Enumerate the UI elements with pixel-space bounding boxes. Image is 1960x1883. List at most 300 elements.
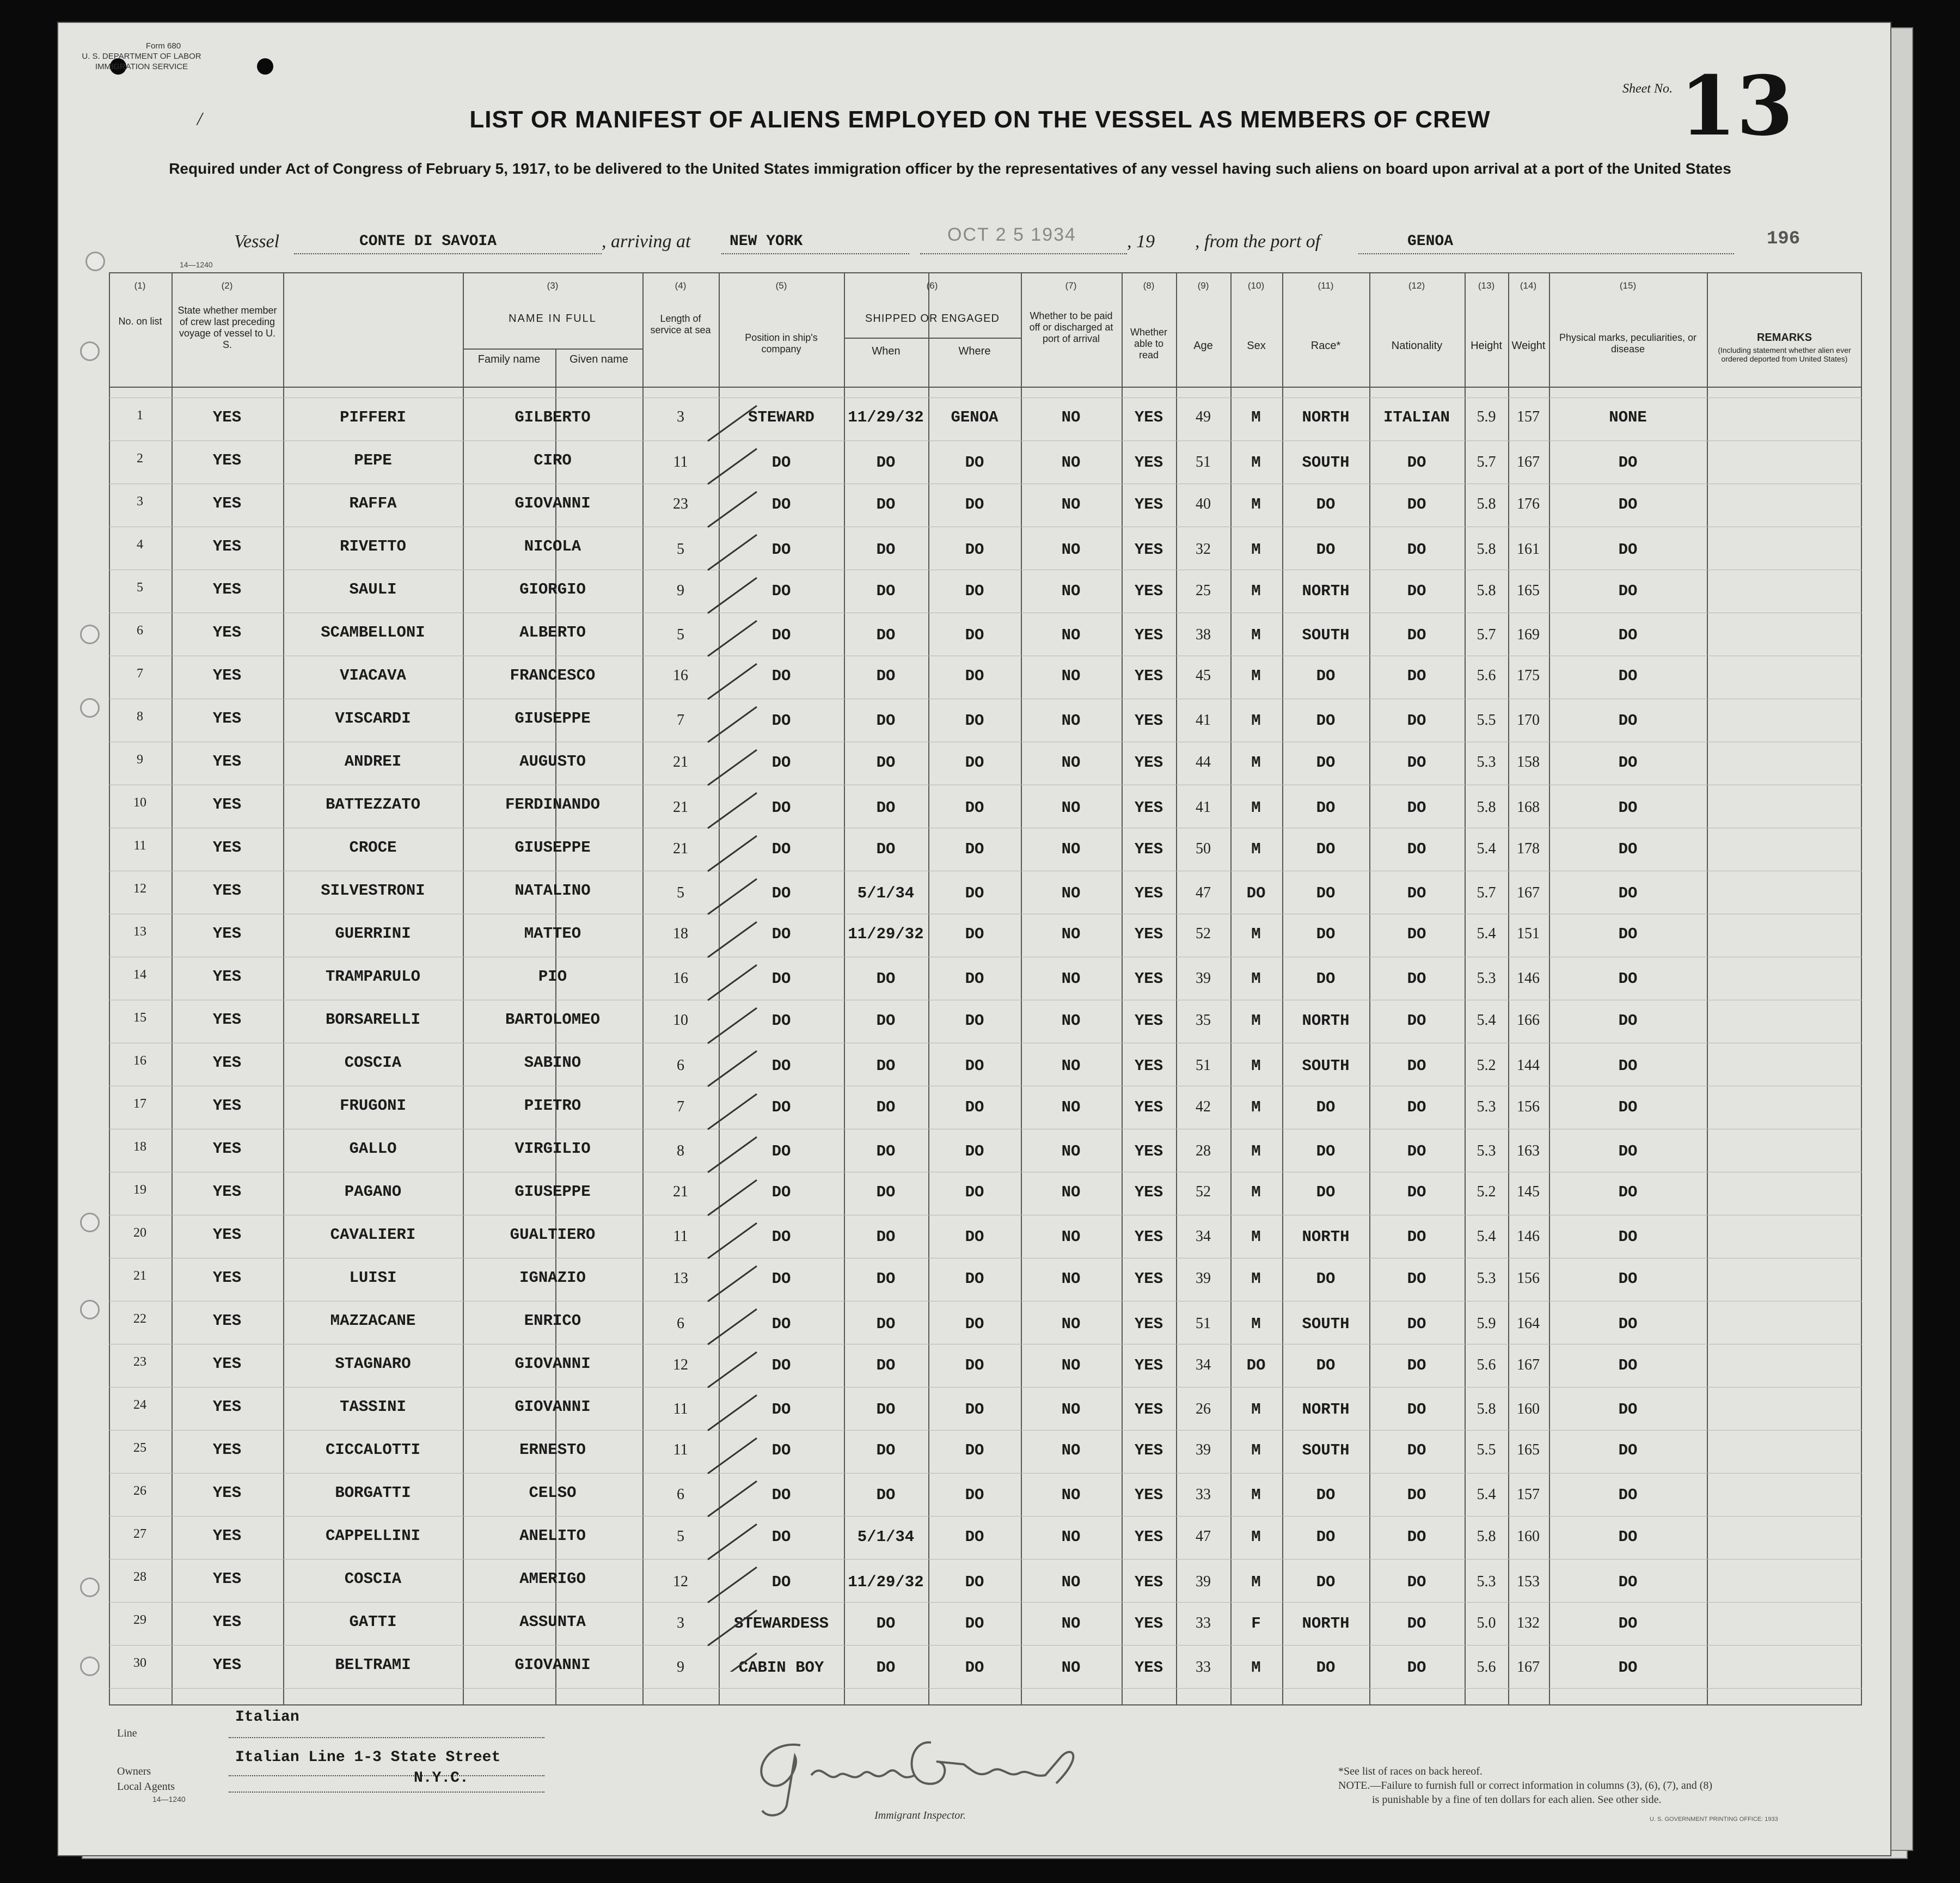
- binder-ring: [80, 1300, 100, 1319]
- from-port: GENOA: [1407, 233, 1454, 250]
- cell-nationality: DO: [1407, 1659, 1426, 1677]
- column-divider: [283, 272, 284, 1704]
- cell-where: DO: [965, 712, 984, 730]
- cell-nationality: DO: [1407, 1356, 1426, 1374]
- cell-nationality: DO: [1407, 1528, 1426, 1546]
- cell-family: ANDREI: [344, 753, 402, 771]
- cell-marks: DO: [1618, 712, 1638, 730]
- cell-weight: 165: [1517, 1441, 1540, 1458]
- cell-when: DO: [876, 712, 896, 730]
- manifest-subtitle: Required under Act of Congress of February 5, 1917, to be delivered to the United States immigration officer by the representatives of any vessel having such aliens on board upon arrival at a port of the United States: [169, 160, 1731, 177]
- cell-read: YES: [1134, 1142, 1163, 1160]
- cell-nationality: DO: [1407, 1486, 1426, 1504]
- cell-position: DO: [771, 1057, 791, 1075]
- cell-no: 17: [133, 1097, 146, 1111]
- cell-family: LUISI: [349, 1269, 397, 1287]
- header-shipped: SHIPPED OR ENGAGED: [865, 313, 1000, 325]
- cell-read: YES: [1134, 712, 1163, 730]
- cell-no: 28: [133, 1570, 146, 1584]
- owners-underline: [229, 1775, 544, 1776]
- cell-position: DO: [771, 1573, 791, 1591]
- cell-given: GIOVANNI: [514, 494, 591, 512]
- cell-family: GALLO: [349, 1140, 397, 1158]
- cell-race: NORTH: [1302, 408, 1350, 426]
- cell-family: RIVETTO: [340, 537, 406, 555]
- cell-age: 33: [1196, 1659, 1211, 1676]
- header-remarks-note: (Including statement whether alien ever ordered deported from United States): [1718, 346, 1851, 363]
- cell-read: YES: [1134, 1098, 1163, 1116]
- cell-race: DO: [1316, 1356, 1336, 1374]
- tally-mark: [708, 836, 757, 871]
- cell-service: 21: [673, 840, 688, 857]
- cell-given: ASSUNTA: [519, 1613, 586, 1631]
- header-where: Where: [958, 345, 991, 357]
- cell-where: DO: [965, 496, 984, 513]
- cell-service: 6: [677, 1057, 684, 1074]
- cell-no: 2: [137, 451, 143, 466]
- cell-family: BORSARELLI: [325, 1011, 421, 1029]
- column-divider: [1282, 272, 1283, 1704]
- reference-number: 196: [1767, 229, 1800, 249]
- cell-weight: 157: [1517, 408, 1540, 425]
- tally-mark: [708, 965, 757, 1000]
- cell-no: 1: [137, 408, 143, 423]
- cell-given: PIO: [538, 968, 567, 986]
- tally-mark: [708, 1524, 757, 1560]
- header-position: Position in ship's company: [745, 332, 818, 354]
- cell-age: 49: [1196, 408, 1211, 425]
- cell-given: FRANCESCO: [510, 667, 596, 684]
- inspector-label: Immigrant Inspector.: [874, 1809, 966, 1821]
- cell-prev: YES: [212, 580, 242, 598]
- cell-weight: 156: [1517, 1270, 1540, 1287]
- tally-mark: [708, 793, 757, 828]
- cell-position: DO: [771, 1486, 791, 1504]
- cell-race: NORTH: [1302, 1401, 1350, 1419]
- cell-sex: M: [1251, 1401, 1261, 1419]
- cell-given: NICOLA: [524, 537, 581, 555]
- cell-prev: YES: [212, 925, 242, 943]
- cell-sex: M: [1251, 970, 1261, 988]
- cell-age: 40: [1196, 496, 1211, 512]
- cell-read: YES: [1134, 1183, 1163, 1201]
- cell-position: DO: [771, 626, 791, 644]
- cell-where: DO: [965, 454, 984, 472]
- cell-height: 5.8: [1477, 496, 1496, 512]
- cell-nationality: DO: [1407, 1228, 1426, 1246]
- cell-no: 4: [137, 537, 143, 552]
- column-divider: [928, 338, 929, 1704]
- cell-when: DO: [876, 1486, 896, 1504]
- sheet-number: 13: [1680, 58, 1793, 154]
- cell-where: DO: [965, 626, 984, 644]
- cell-marks: DO: [1618, 925, 1638, 943]
- printer-imprint: U. S. GOVERNMENT PRINTING OFFICE: 1933: [1650, 1816, 1778, 1823]
- cell-height: 5.5: [1477, 1441, 1496, 1458]
- cell-family: MAZZACANE: [330, 1312, 416, 1330]
- cell-read: YES: [1134, 840, 1163, 858]
- column-number: (5): [775, 280, 787, 291]
- cell-service: 16: [673, 970, 688, 987]
- cell-age: 33: [1196, 1615, 1211, 1631]
- column-divider: [1707, 272, 1708, 1704]
- cell-nationality: DO: [1407, 626, 1426, 644]
- cell-weight: 168: [1517, 799, 1540, 816]
- cell-given: GIOVANNI: [514, 1398, 591, 1416]
- cell-race: SOUTH: [1302, 1315, 1350, 1333]
- cell-height: 5.7: [1477, 454, 1496, 470]
- cell-where: GENOA: [951, 408, 999, 426]
- cell-given: IGNAZIO: [519, 1269, 586, 1287]
- cell-given: BARTOLOMEO: [505, 1011, 601, 1029]
- cell-marks: NONE: [1609, 408, 1647, 426]
- row-rule: [109, 1688, 1862, 1689]
- cell-marks: DO: [1618, 1615, 1638, 1633]
- cell-where: DO: [965, 1659, 984, 1677]
- cell-when: DO: [876, 754, 896, 772]
- cell-family: PAGANO: [344, 1183, 402, 1201]
- cell-prev: YES: [212, 796, 242, 814]
- cell-height: 5.7: [1477, 884, 1496, 901]
- cell-prev: YES: [212, 1054, 242, 1072]
- owners-label: Owners: [117, 1765, 151, 1777]
- cell-height: 5.6: [1477, 1356, 1496, 1373]
- cell-age: 52: [1196, 925, 1211, 942]
- cell-prev: YES: [212, 1570, 242, 1588]
- header-given-name: Given name: [569, 353, 628, 365]
- cell-when: DO: [876, 626, 896, 644]
- cell-marks: DO: [1618, 1098, 1638, 1116]
- cell-height: 5.6: [1477, 667, 1496, 684]
- cell-service: 7: [677, 1098, 684, 1115]
- cell-prev: YES: [212, 1613, 242, 1631]
- cell-service: 11: [673, 1441, 688, 1458]
- cell-weight: 144: [1517, 1057, 1540, 1074]
- cell-family: COSCIA: [344, 1054, 402, 1072]
- cell-prev: YES: [212, 1355, 242, 1373]
- column-number: (9): [1197, 280, 1209, 291]
- cell-height: 5.5: [1477, 712, 1496, 729]
- cell-sex: M: [1251, 1315, 1261, 1333]
- cell-sex: DO: [1246, 1356, 1266, 1374]
- cell-no: 3: [137, 494, 143, 509]
- header-name-in-full: NAME IN FULL: [509, 313, 597, 325]
- cell-age: 28: [1196, 1142, 1211, 1159]
- column-number: (6): [926, 280, 938, 291]
- cell-given: SABINO: [524, 1054, 581, 1072]
- cell-where: DO: [965, 970, 984, 988]
- cell-weight: 146: [1517, 970, 1540, 987]
- cell-sex: M: [1251, 1183, 1261, 1201]
- column-divider: [1122, 272, 1123, 1704]
- date-underline: [920, 253, 1127, 254]
- column-number: (1): [134, 280, 146, 291]
- cell-height: 5.3: [1477, 1098, 1496, 1115]
- cell-family: CICCALOTTI: [325, 1441, 421, 1459]
- cell-when: 5/1/34: [857, 1528, 915, 1546]
- cell-when: DO: [876, 1098, 896, 1116]
- cell-weight: 170: [1517, 712, 1540, 729]
- cell-sex: M: [1251, 1659, 1261, 1677]
- cell-height: 5.8: [1477, 541, 1496, 558]
- cell-no: 16: [133, 1054, 146, 1068]
- header-able-read: Whether able to read: [1130, 327, 1168, 360]
- cell-where: DO: [965, 799, 984, 817]
- cell-age: 45: [1196, 667, 1211, 684]
- cell-no: 12: [133, 882, 146, 896]
- cell-paid: NO: [1061, 1315, 1081, 1333]
- penalty-note-1: NOTE.—Failure to furnish full or correct information in columns (3), (6), (7), and (8): [1338, 1780, 1713, 1792]
- tally-mark: [708, 1395, 757, 1430]
- cell-when: DO: [876, 1057, 896, 1075]
- cell-prev: YES: [212, 667, 242, 684]
- cell-when: DO: [876, 1142, 896, 1160]
- cell-given: AMERIGO: [519, 1570, 586, 1588]
- cell-where: DO: [965, 754, 984, 772]
- cell-prev: YES: [212, 1312, 242, 1330]
- cell-weight: 167: [1517, 1356, 1540, 1373]
- cell-sex: M: [1251, 1528, 1261, 1546]
- cell-no: 7: [137, 667, 143, 681]
- tally-mark: [708, 1266, 757, 1301]
- subheader-divider: [844, 338, 1021, 339]
- arriving-port: NEW YORK: [730, 233, 803, 250]
- cell-nationality: DO: [1407, 667, 1426, 685]
- cell-prev: YES: [212, 839, 242, 857]
- cell-sex: M: [1251, 799, 1261, 817]
- cell-given: CIRO: [534, 451, 572, 469]
- tally-mark: [708, 1137, 757, 1172]
- cell-nationality: DO: [1407, 496, 1426, 513]
- binder-ring: [80, 698, 100, 718]
- cell-position: DO: [771, 541, 791, 559]
- cell-where: DO: [965, 1315, 984, 1333]
- cell-paid: NO: [1061, 667, 1081, 685]
- cell-family: SCAMBELLONI: [321, 623, 425, 641]
- cell-when: DO: [876, 1356, 896, 1374]
- cell-marks: DO: [1618, 1142, 1638, 1160]
- arriving-underline: [721, 253, 909, 254]
- column-number: (12): [1408, 280, 1425, 291]
- arriving-label: , arriving at: [602, 231, 691, 252]
- crew-table: [109, 272, 1862, 1704]
- cell-when: DO: [876, 970, 896, 988]
- cell-when: DO: [876, 1659, 896, 1677]
- cell-marks: DO: [1618, 1270, 1638, 1288]
- cell-when: DO: [876, 1012, 896, 1030]
- cell-marks: DO: [1618, 799, 1638, 817]
- year-label: , 19: [1127, 231, 1155, 252]
- row-rule: [109, 1473, 1862, 1474]
- cell-age: 42: [1196, 1098, 1211, 1115]
- cell-sex: M: [1251, 1012, 1261, 1030]
- tally-mark: [708, 535, 757, 570]
- cell-where: DO: [965, 1270, 984, 1288]
- column-divider: [1176, 272, 1177, 1704]
- cell-service: 5: [677, 884, 684, 901]
- cell-nationality: DO: [1407, 1142, 1426, 1160]
- punch-hole: [257, 58, 273, 75]
- subheader-divider: [463, 349, 642, 350]
- cell-family: RAFFA: [349, 494, 397, 512]
- cell-given: GUALTIERO: [510, 1226, 596, 1244]
- cell-age: 39: [1196, 970, 1211, 987]
- cell-age: 50: [1196, 840, 1211, 857]
- cell-height: 5.8: [1477, 1401, 1496, 1417]
- cell-no: 19: [133, 1183, 146, 1197]
- cell-given: GIUSEPPE: [514, 710, 591, 727]
- line-label: Line: [117, 1727, 137, 1739]
- cell-family: VISCARDI: [335, 710, 411, 727]
- tally-mark: [708, 879, 757, 914]
- cell-when: DO: [876, 1270, 896, 1288]
- cell-age: 51: [1196, 1057, 1211, 1074]
- binder-ring: [80, 1656, 100, 1676]
- cell-age: 39: [1196, 1270, 1211, 1287]
- cell-height: 5.3: [1477, 754, 1496, 771]
- cell-marks: DO: [1618, 840, 1638, 858]
- cell-service: 5: [677, 1528, 684, 1545]
- cell-prev: YES: [212, 710, 242, 727]
- cell-service: 9: [677, 1659, 684, 1676]
- cell-sex: M: [1251, 1098, 1261, 1116]
- cell-no: 18: [133, 1140, 146, 1154]
- cell-marks: DO: [1618, 1573, 1638, 1591]
- column-number: (8): [1143, 280, 1155, 291]
- cell-prev: YES: [212, 1656, 242, 1674]
- cell-no: 15: [133, 1011, 146, 1025]
- cell-service: 11: [673, 454, 688, 470]
- column-number: (15): [1619, 280, 1637, 291]
- vessel-label: Vessel: [234, 231, 280, 252]
- cell-given: ERNESTO: [519, 1441, 586, 1459]
- cell-race: DO: [1316, 1098, 1336, 1116]
- header-sex: Sex: [1247, 340, 1266, 352]
- cell-family: FRUGONI: [340, 1097, 406, 1115]
- cell-when: DO: [876, 454, 896, 472]
- cell-read: YES: [1134, 925, 1163, 943]
- cell-given: CELSO: [529, 1484, 577, 1502]
- cell-marks: DO: [1618, 884, 1638, 902]
- tally-mark: [708, 1309, 757, 1344]
- header-remarks: REMARKS: [1756, 332, 1812, 344]
- cell-sex: DO: [1246, 884, 1266, 902]
- cell-sex: M: [1251, 1270, 1261, 1288]
- cell-position: DO: [771, 1441, 791, 1459]
- sheet-label: Sheet No.: [1622, 82, 1673, 96]
- tally-mark: [708, 1610, 757, 1646]
- cell-sex: M: [1251, 712, 1261, 730]
- cell-height: 5.7: [1477, 626, 1496, 643]
- cell-prev: YES: [212, 451, 242, 469]
- cell-age: 32: [1196, 541, 1211, 558]
- column-divider: [463, 272, 464, 1704]
- cell-sex: M: [1251, 454, 1261, 472]
- cell-when: DO: [876, 1315, 896, 1333]
- cell-height: 5.2: [1477, 1057, 1496, 1074]
- from-port-underline: [1358, 253, 1734, 254]
- tally-marks: [697, 365, 806, 1672]
- header-divider: [109, 387, 1862, 388]
- cell-race: NORTH: [1302, 1228, 1350, 1246]
- cell-weight: 164: [1517, 1315, 1540, 1332]
- cell-service: 10: [673, 1012, 688, 1029]
- header-paid-off: Whether to be paid off or discharged at port of arrival: [1029, 310, 1113, 344]
- cell-paid: NO: [1061, 840, 1081, 858]
- cell-service: 5: [677, 626, 684, 643]
- row-rule: [109, 1645, 1862, 1646]
- tally-mark: [708, 1352, 757, 1387]
- binder-ring: [80, 625, 100, 644]
- cell-prev: YES: [212, 1140, 242, 1158]
- cell-service: 11: [673, 1401, 688, 1417]
- cell-prev: YES: [212, 1484, 242, 1502]
- cell-race: SOUTH: [1302, 626, 1350, 644]
- cell-nationality: DO: [1407, 712, 1426, 730]
- cell-no: 29: [133, 1613, 146, 1627]
- cell-marks: DO: [1618, 1356, 1638, 1374]
- cell-family: TASSINI: [340, 1398, 406, 1416]
- header-nationality: Nationality: [1391, 340, 1443, 352]
- cell-service: 11: [673, 1228, 688, 1245]
- cell-height: 5.3: [1477, 1270, 1496, 1287]
- cell-when: 11/29/32: [848, 408, 924, 426]
- tally-mark: [708, 1094, 757, 1129]
- cell-no: 24: [133, 1398, 146, 1412]
- cell-read: YES: [1134, 667, 1163, 685]
- cell-where: DO: [965, 884, 984, 902]
- cell-read: YES: [1134, 1401, 1163, 1419]
- form-header: [82, 41, 201, 72]
- cell-race: DO: [1316, 925, 1336, 943]
- cell-marks: DO: [1618, 1659, 1638, 1677]
- cell-read: YES: [1134, 1615, 1163, 1633]
- cell-position: DO: [771, 799, 791, 817]
- cell-given: ANELITO: [519, 1527, 586, 1545]
- cell-no: 10: [133, 796, 146, 810]
- cell-given: GIOVANNI: [514, 1656, 591, 1674]
- binder-ring: [85, 252, 105, 271]
- cell-family: PIFFERI: [340, 408, 406, 426]
- cell-position: DO: [771, 454, 791, 472]
- cell-service: 18: [673, 925, 688, 942]
- cell-age: 51: [1196, 454, 1211, 470]
- cell-weight: 146: [1517, 1228, 1540, 1245]
- cell-age: 51: [1196, 1315, 1211, 1332]
- header-physical: Physical marks, peculiarities, or disease: [1559, 332, 1697, 354]
- cell-service: 13: [673, 1270, 688, 1287]
- cell-read: YES: [1134, 1573, 1163, 1591]
- cell-where: DO: [965, 1012, 984, 1030]
- cell-nationality: DO: [1407, 799, 1426, 817]
- tally-mark: [708, 664, 757, 699]
- cell-where: DO: [965, 1528, 984, 1546]
- cell-given: FERDINANDO: [505, 796, 601, 814]
- tally-mark: [708, 1438, 757, 1474]
- column-number: (4): [675, 280, 687, 291]
- cell-service: 6: [677, 1486, 684, 1503]
- cell-no: 5: [137, 580, 143, 595]
- cell-paid: NO: [1061, 884, 1081, 902]
- cell-service: 7: [677, 712, 684, 729]
- cell-service: 16: [673, 667, 688, 684]
- cell-position: STEWARDESS: [733, 1615, 829, 1633]
- cell-when: DO: [876, 1615, 896, 1633]
- cell-race: DO: [1316, 754, 1336, 772]
- cell-when: DO: [876, 1401, 896, 1419]
- form-number: Form 680: [145, 41, 181, 51]
- cell-height: 5.3: [1477, 1142, 1496, 1159]
